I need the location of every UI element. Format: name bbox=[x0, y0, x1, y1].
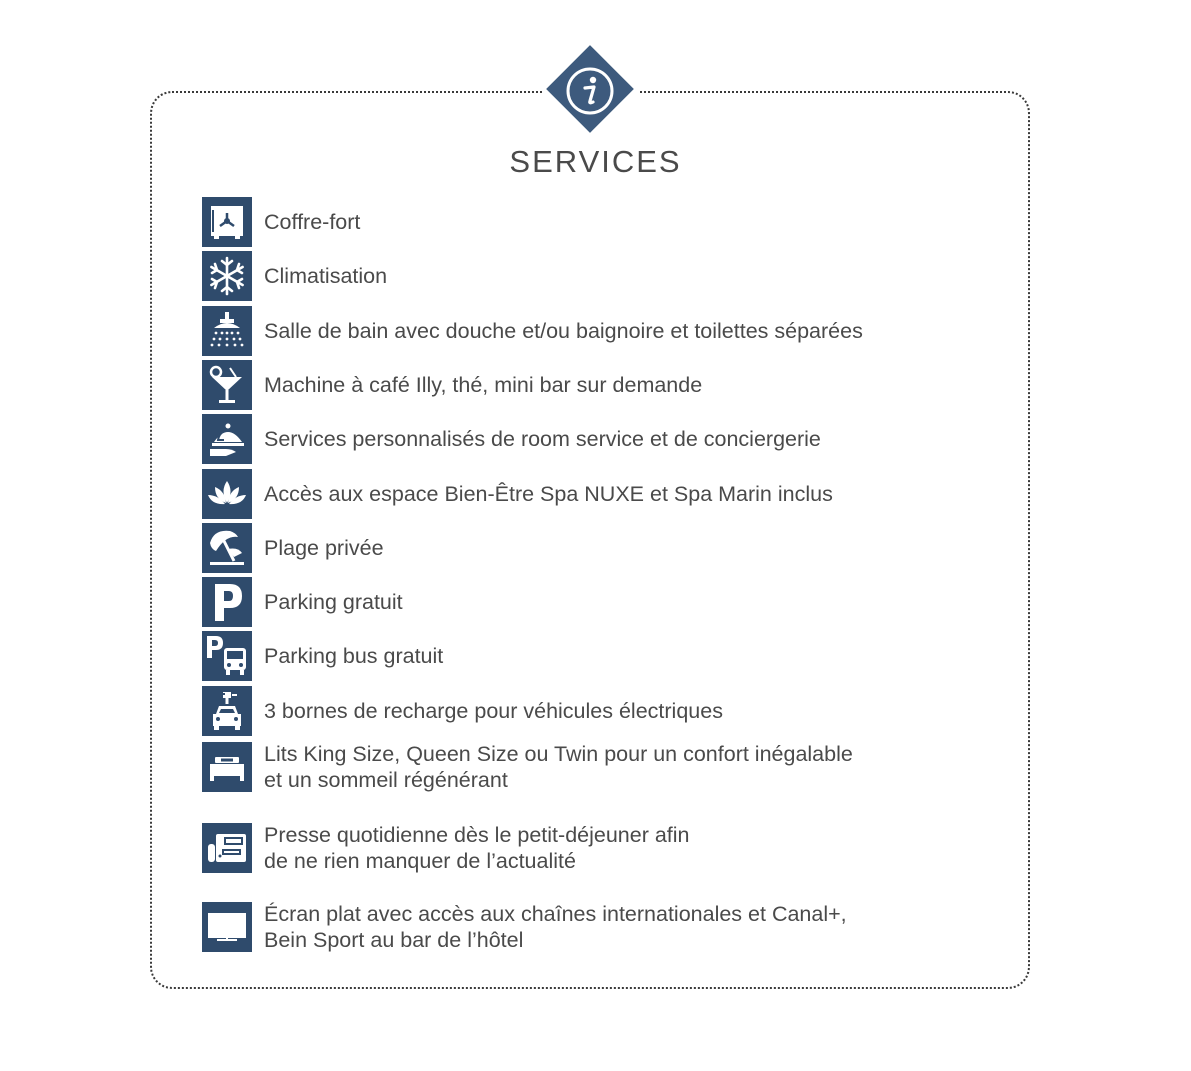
page-title: SERVICES bbox=[509, 144, 682, 179]
service-row-tv bbox=[202, 901, 847, 953]
newspaper-icon bbox=[202, 823, 252, 873]
room-service-icon bbox=[202, 414, 252, 464]
service-row-newspaper bbox=[202, 822, 690, 874]
service-row-ev-charging bbox=[202, 686, 723, 736]
ev-charging-icon bbox=[202, 686, 252, 736]
beach-umbrella-icon bbox=[202, 523, 252, 573]
service-label: Accès aux espace Bien-Être Spa NUXE et Spa Marin inclus bbox=[264, 482, 833, 506]
lotus-icon bbox=[202, 469, 252, 519]
service-label: Services personnalisés de room service et de conciergerie bbox=[264, 427, 821, 451]
service-row-private-beach bbox=[202, 523, 384, 573]
service-row-bus-parking bbox=[202, 631, 443, 681]
service-label: Machine à café Illy, thé, mini bar sur demande bbox=[264, 373, 703, 397]
service-label: Parking gratuit bbox=[264, 590, 403, 614]
service-row-safe bbox=[202, 197, 360, 247]
service-row-bathroom bbox=[202, 306, 863, 356]
info-badge bbox=[543, 46, 639, 138]
service-row-minibar bbox=[202, 360, 702, 410]
service-row-spa bbox=[202, 469, 833, 519]
service-label: Écran plat avec accès aux chaînes internationales et Canal+, Bein Sport au bar de l’hôtel bbox=[264, 902, 847, 952]
service-label: Coffre-fort bbox=[264, 210, 361, 234]
safe-icon bbox=[202, 197, 252, 247]
service-label: Presse quotidienne dès le petit-déjeuner afin de ne rien manquer de l’actualité bbox=[264, 823, 690, 873]
service-row-parking bbox=[202, 577, 403, 627]
parking-icon bbox=[202, 577, 252, 627]
service-row-room-service bbox=[202, 414, 821, 464]
service-label: Climatisation bbox=[264, 264, 388, 288]
tv-icon bbox=[202, 902, 252, 952]
service-label: Salle de bain avec douche et/ou baignoire et toilettes séparées bbox=[264, 319, 863, 343]
info-icon bbox=[543, 46, 639, 138]
service-row-beds bbox=[202, 741, 853, 793]
snowflake-icon bbox=[202, 251, 252, 301]
bus-parking-icon bbox=[202, 631, 252, 681]
shower-icon bbox=[202, 306, 252, 356]
service-row-air-conditioning bbox=[202, 251, 387, 301]
service-label: Plage privée bbox=[264, 536, 384, 560]
service-label: Lits King Size, Queen Size ou Twin pour un confort inégalable et un sommeil régénérant bbox=[264, 742, 853, 792]
service-label: Parking bus gratuit bbox=[264, 644, 444, 668]
service-label: 3 bornes de recharge pour véhicules électriques bbox=[264, 699, 723, 723]
bed-icon bbox=[202, 742, 252, 792]
cocktail-icon bbox=[202, 360, 252, 410]
